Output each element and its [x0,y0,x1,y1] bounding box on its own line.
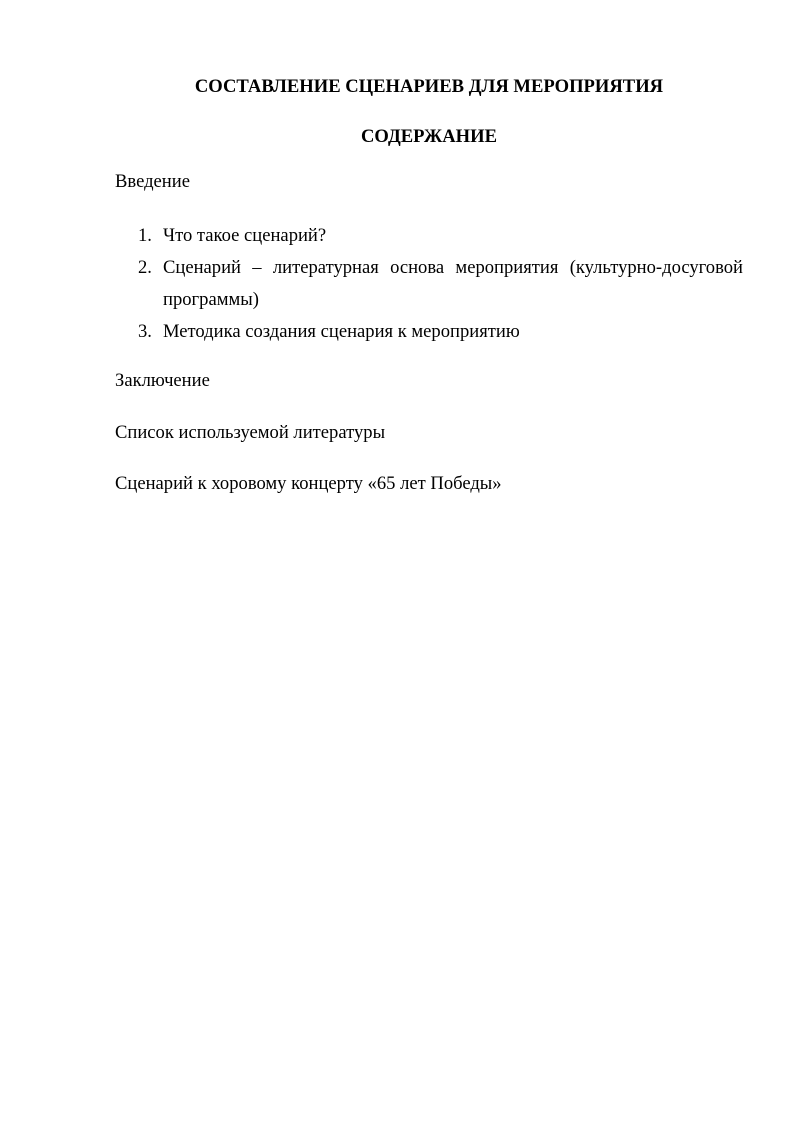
toc-item-1 [115,220,743,252]
toc-intro: Введение [115,171,190,192]
toc-item-number: 1. [138,225,152,246]
toc-item-number: 2. [138,257,152,278]
contents-heading: СОДЕРЖАНИЕ [360,126,497,147]
toc-item-2 [115,252,743,316]
toc-item-text: Что такое сценарий? [163,225,327,246]
toc-item-3 [115,316,743,348]
toc-bibliography: Список используемой литературы [115,422,386,443]
toc-appendix: Сценарий к хоровому концерту «65 лет Победы» [115,473,502,494]
toc-conclusion: Заключение [115,370,210,391]
document-title: СОСТАВЛЕНИЕ СЦЕНАРИЕВ ДЛЯ МЕРОПРИЯТИЯ [194,76,664,97]
toc-item-text: Сценарий – литературная основа мероприятия (культурно-досуговой программы) [163,257,743,310]
toc-numbered-list [115,220,743,348]
toc-item-text: Методика создания сценария к мероприятию [163,321,520,342]
toc-item-number: 3. [138,321,152,342]
